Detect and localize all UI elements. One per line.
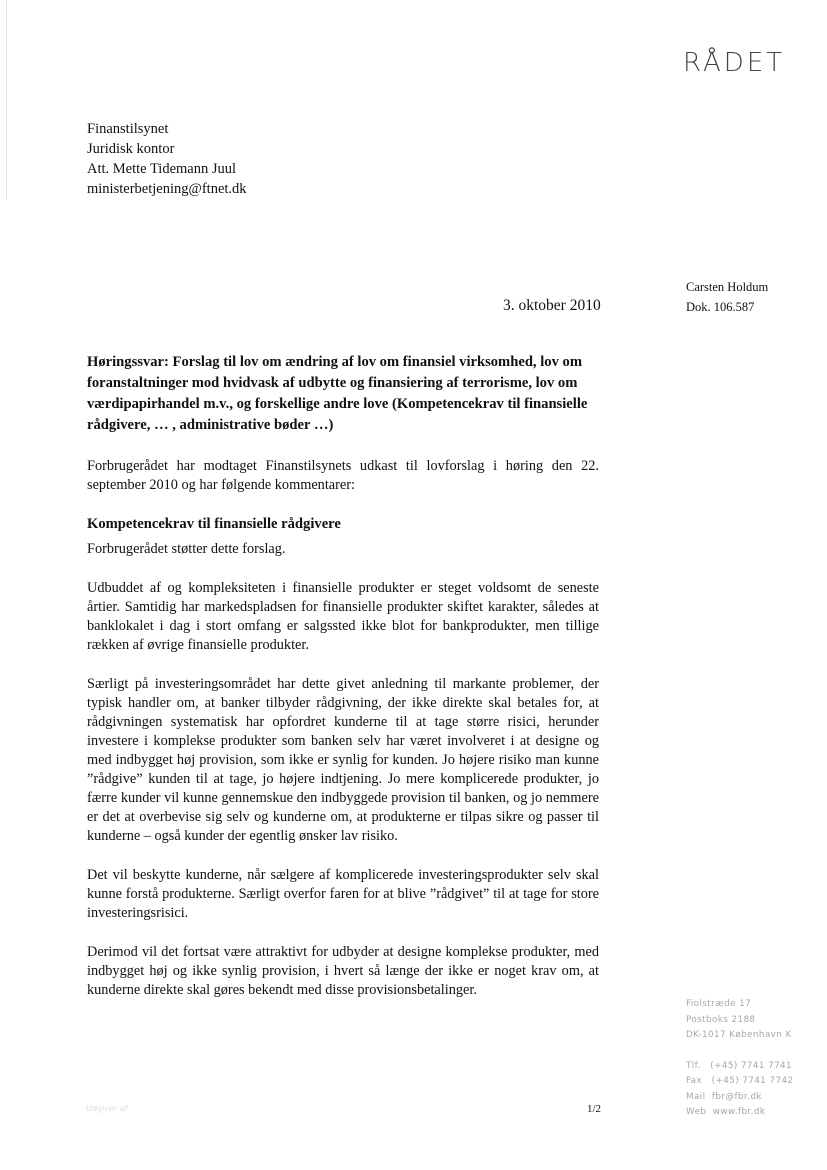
address-phone: Tlf. (+45) 7741 7741 [686,1060,793,1071]
section-heading: Kompetencekrav til finansielle rådgivere [87,516,341,532]
recipient-line-att: Att. Mette Tidemann Juul [87,161,237,177]
letter-subject: Høringssvar: Forslag til lov om ændring af lov om finansiel virksomhed, lov om foranstaltninger mod hvidvask af udbytte og finansiering af terrorisme, lov om værdipapirhandel m.v., og forskellige andre love (Kompetencekrav til finansielle rådgivere, … , administrative bøder …) [87,354,588,433]
body-paragraph-2: Særligt på investeringsområdet har dette givet anledning til markante problemer, der typisk handler om, at banker tilbyder rådgivning, der ikke direkte skal betales for, at rådgivningen systematisk har opfordret kunderne til at tage større risici, herunder investere i komplekse produkter som banken selv har været involveret i at designe og med indbygget høj provision, som ikke er synlig for kunden. Jo højere risiko man kunne ”rådgive” kunden til at tage, jo højere indtjening. Jo mere komplicerede produkter, jo færre kunder vil kunne gennemskue den indbyggede provision til banken, og jo nemmere er det at overbevise sig selv og kunderne om, at produkterne er tilpas sikre og passer til kunderne – også kunder der egentlig ønsker lav risiko. [87,676,599,844]
recipient-address [87,119,247,199]
page-edge-line [6,0,7,200]
address-street: Fiolstræde 17 [686,999,752,1009]
footer-publisher: Udgiver af [86,1104,128,1113]
address-mail: Mail fbr@fbr.dk [686,1091,762,1102]
address-city: DK-1017 København K [686,1030,792,1040]
recipient-line-email: ministerbetjening@ftnet.dk [87,181,247,197]
recipient-line-dept: Juridisk kontor [87,141,175,157]
body-paragraph-3: Det vil beskytte kunderne, når sælgere af komplicerede investeringsprodukter selv skal kunne forstå produkterne. Særligt overfor faren for at blive ”rådgivet” til at tage for store investeringsrisici. [87,867,599,921]
address-fax: Fax (+45) 7741 7742 [686,1076,794,1086]
recipient-line-org: Finanstilsynet [87,121,169,137]
address-web: Web www.fbr.dk [686,1107,766,1117]
document-number: Dok. 106.587 [686,300,755,314]
intro-paragraph: Forbrugerådet har modtaget Finanstilsynets udkast til lovforslag i høring den 22. september 2010 og har følgende kommentarer: [87,458,599,493]
page-number: 1/2 [587,1103,602,1115]
body-paragraph-1: Udbuddet af og kompleksiteten i finansielle produkter er steget voldsomt de seneste årtier. Samtidig har markedspladsen for finansielle produkter skiftet karakter, således at banklokalet i dag i stort omfang er salgssted ikke blot for bankprodukter, men tillige rækken af øvrige finansielle produkter. [87,580,599,653]
body-paragraph-4: Derimod vil det fortsat være attraktivt for udbyder at designe komplekse produkter, med indbygget høj og ikke synlig provision, i hvert så længe der ikke er noget krav om, at kunderne direkte skal gøres bekendt med disse provisionsbetalinger. [87,944,599,998]
letter-date: 3. oktober 2010 [503,297,601,314]
sender-name: Carsten Holdum [686,280,769,294]
address-box: Postboks 2188 [686,1014,756,1025]
sender-address-block [686,997,793,1121]
sender-info [686,277,768,317]
organization-logo: RÅDET [683,48,786,78]
support-paragraph: Forbrugerådet støtter dette forslag. [87,541,286,557]
letter-body [87,457,599,1020]
